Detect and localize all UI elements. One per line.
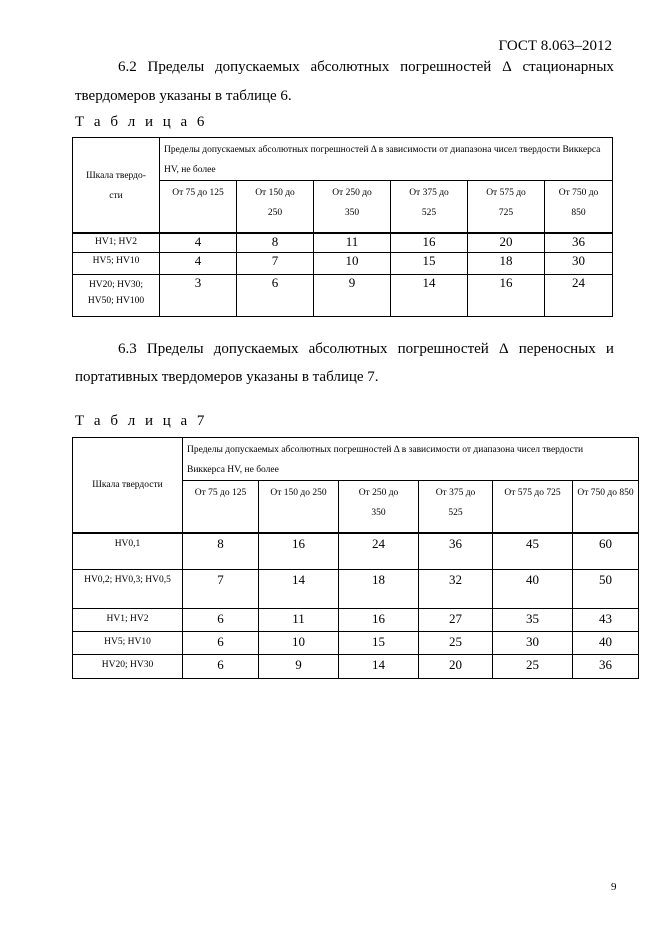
col-header: От 75 до 125 [183, 481, 259, 533]
col-header: От 250 до 350 [339, 481, 419, 533]
group-header: Пределы допускаемых абсолютных погрешностей Δ в зависимости от диапазона чисел твердости Виккерса HV, не более [160, 138, 613, 181]
cell: 60 [573, 533, 639, 570]
cell: 8 [183, 533, 259, 570]
col-header: От 75 до 125 [160, 181, 237, 233]
word: абсолютных [310, 59, 390, 75]
row-label: HV5; HV10 [73, 253, 160, 275]
cell: 14 [259, 570, 339, 609]
cell: 36 [573, 655, 639, 679]
word: и [605, 341, 614, 357]
col-header: От 150 до 250 [237, 181, 314, 233]
col-header: От 750 до 850 [545, 181, 613, 233]
row-label: HV1; HV2 [73, 233, 160, 253]
table-row [73, 253, 613, 275]
cell: 24 [545, 275, 613, 317]
cell: 45 [493, 533, 573, 570]
col-header: От 375 до 525 [391, 181, 468, 233]
cell: 18 [339, 570, 419, 609]
col-header: От 750 до 850 [573, 481, 639, 533]
cell: 36 [545, 233, 613, 253]
word: допускаемых [214, 59, 300, 75]
col-header: От 150 до 250 [259, 481, 339, 533]
word: допускаемых [213, 341, 299, 357]
table-row [73, 233, 613, 253]
word: стационарных [522, 59, 614, 75]
para-6-2-line1 [118, 57, 614, 78]
word: 6.3 [118, 341, 137, 357]
row-label: HV5; HV10 [73, 632, 183, 655]
word: Пределы [147, 59, 205, 75]
cell: 7 [237, 253, 314, 275]
row-header-cell [73, 438, 183, 533]
table-row [73, 632, 639, 655]
cell: 6 [183, 609, 259, 632]
col-header: От 250 до 350 [314, 181, 391, 233]
word: переносных [518, 341, 596, 357]
page-number: 9 [611, 881, 617, 893]
table6-caption: Т а б л и ц а 6 [75, 114, 208, 130]
table-row [73, 533, 639, 570]
row-label: HV0,1 [73, 533, 183, 570]
group-header: Пределы допускаемых абсолютных погрешностей Δ в зависимости от диапазона чисел твердости Виккерса HV, не более [183, 438, 639, 481]
cell: 4 [160, 253, 237, 275]
para-6-3-line1 [118, 339, 614, 360]
cell: 7 [183, 570, 259, 609]
cell: 16 [468, 275, 545, 317]
word: Δ [502, 59, 512, 75]
row-header-cell [73, 138, 160, 233]
cell: 14 [391, 275, 468, 317]
cell: 20 [419, 655, 493, 679]
cell: 18 [468, 253, 545, 275]
table-row [73, 275, 613, 317]
cell: 14 [339, 655, 419, 679]
table-row [73, 655, 639, 679]
cell: 10 [259, 632, 339, 655]
cell: 6 [183, 632, 259, 655]
para-6-2-line2: твердомеров указаны в таблице 6. [75, 88, 292, 104]
cell: 35 [493, 609, 573, 632]
row-label: HV0,2; HV0,3; HV0,5 [73, 570, 183, 609]
cell: 32 [419, 570, 493, 609]
cell: 36 [419, 533, 493, 570]
word: Δ [498, 341, 509, 357]
cell: 16 [391, 233, 468, 253]
cell: 50 [573, 570, 639, 609]
word: Пределы [146, 341, 204, 357]
cell: 6 [183, 655, 259, 679]
row-label: HV20; HV30 [73, 655, 183, 679]
table-row [73, 609, 639, 632]
cell: 11 [259, 609, 339, 632]
col-header: От 575 до 725 [468, 181, 545, 233]
row-header-label: Шкала твердости [92, 479, 163, 490]
cell: 40 [573, 632, 639, 655]
para-6-3-line2: портативных твердомеров указаны в таблице 7. [75, 369, 379, 385]
cell: 16 [259, 533, 339, 570]
cell: 11 [314, 233, 391, 253]
cell: 8 [237, 233, 314, 253]
cell: 30 [493, 632, 573, 655]
word: погрешностей [397, 341, 489, 357]
word: абсолютных [308, 341, 388, 357]
cell: 9 [259, 655, 339, 679]
cell: 43 [573, 609, 639, 632]
cell: 27 [419, 609, 493, 632]
cell: 9 [314, 275, 391, 317]
cell: 15 [391, 253, 468, 275]
table-7 [72, 437, 639, 679]
cell: 25 [419, 632, 493, 655]
cell: 10 [314, 253, 391, 275]
word: 6.2 [118, 59, 137, 75]
cell: 3 [160, 275, 237, 317]
cell: 4 [160, 233, 237, 253]
cell: 24 [339, 533, 419, 570]
table-6 [72, 137, 613, 317]
cell: 16 [339, 609, 419, 632]
cell: 40 [493, 570, 573, 609]
cell: 25 [493, 655, 573, 679]
cell: 30 [545, 253, 613, 275]
table-row [73, 570, 639, 609]
cell: 6 [237, 275, 314, 317]
cell: 15 [339, 632, 419, 655]
col-header: От 575 до 725 [493, 481, 573, 533]
row-label: HV20; HV30; HV50; HV100 [73, 275, 160, 317]
cell: 20 [468, 233, 545, 253]
word: погрешностей [400, 59, 492, 75]
table7-caption: Т а б л и ц а 7 [75, 413, 208, 429]
col-header: От 375 до 525 [419, 481, 493, 533]
document-code: ГОСТ 8.063–2012 [498, 38, 612, 54]
row-label: HV1; HV2 [73, 609, 183, 632]
row-header-label: Шкала твердо- сти [86, 170, 146, 201]
